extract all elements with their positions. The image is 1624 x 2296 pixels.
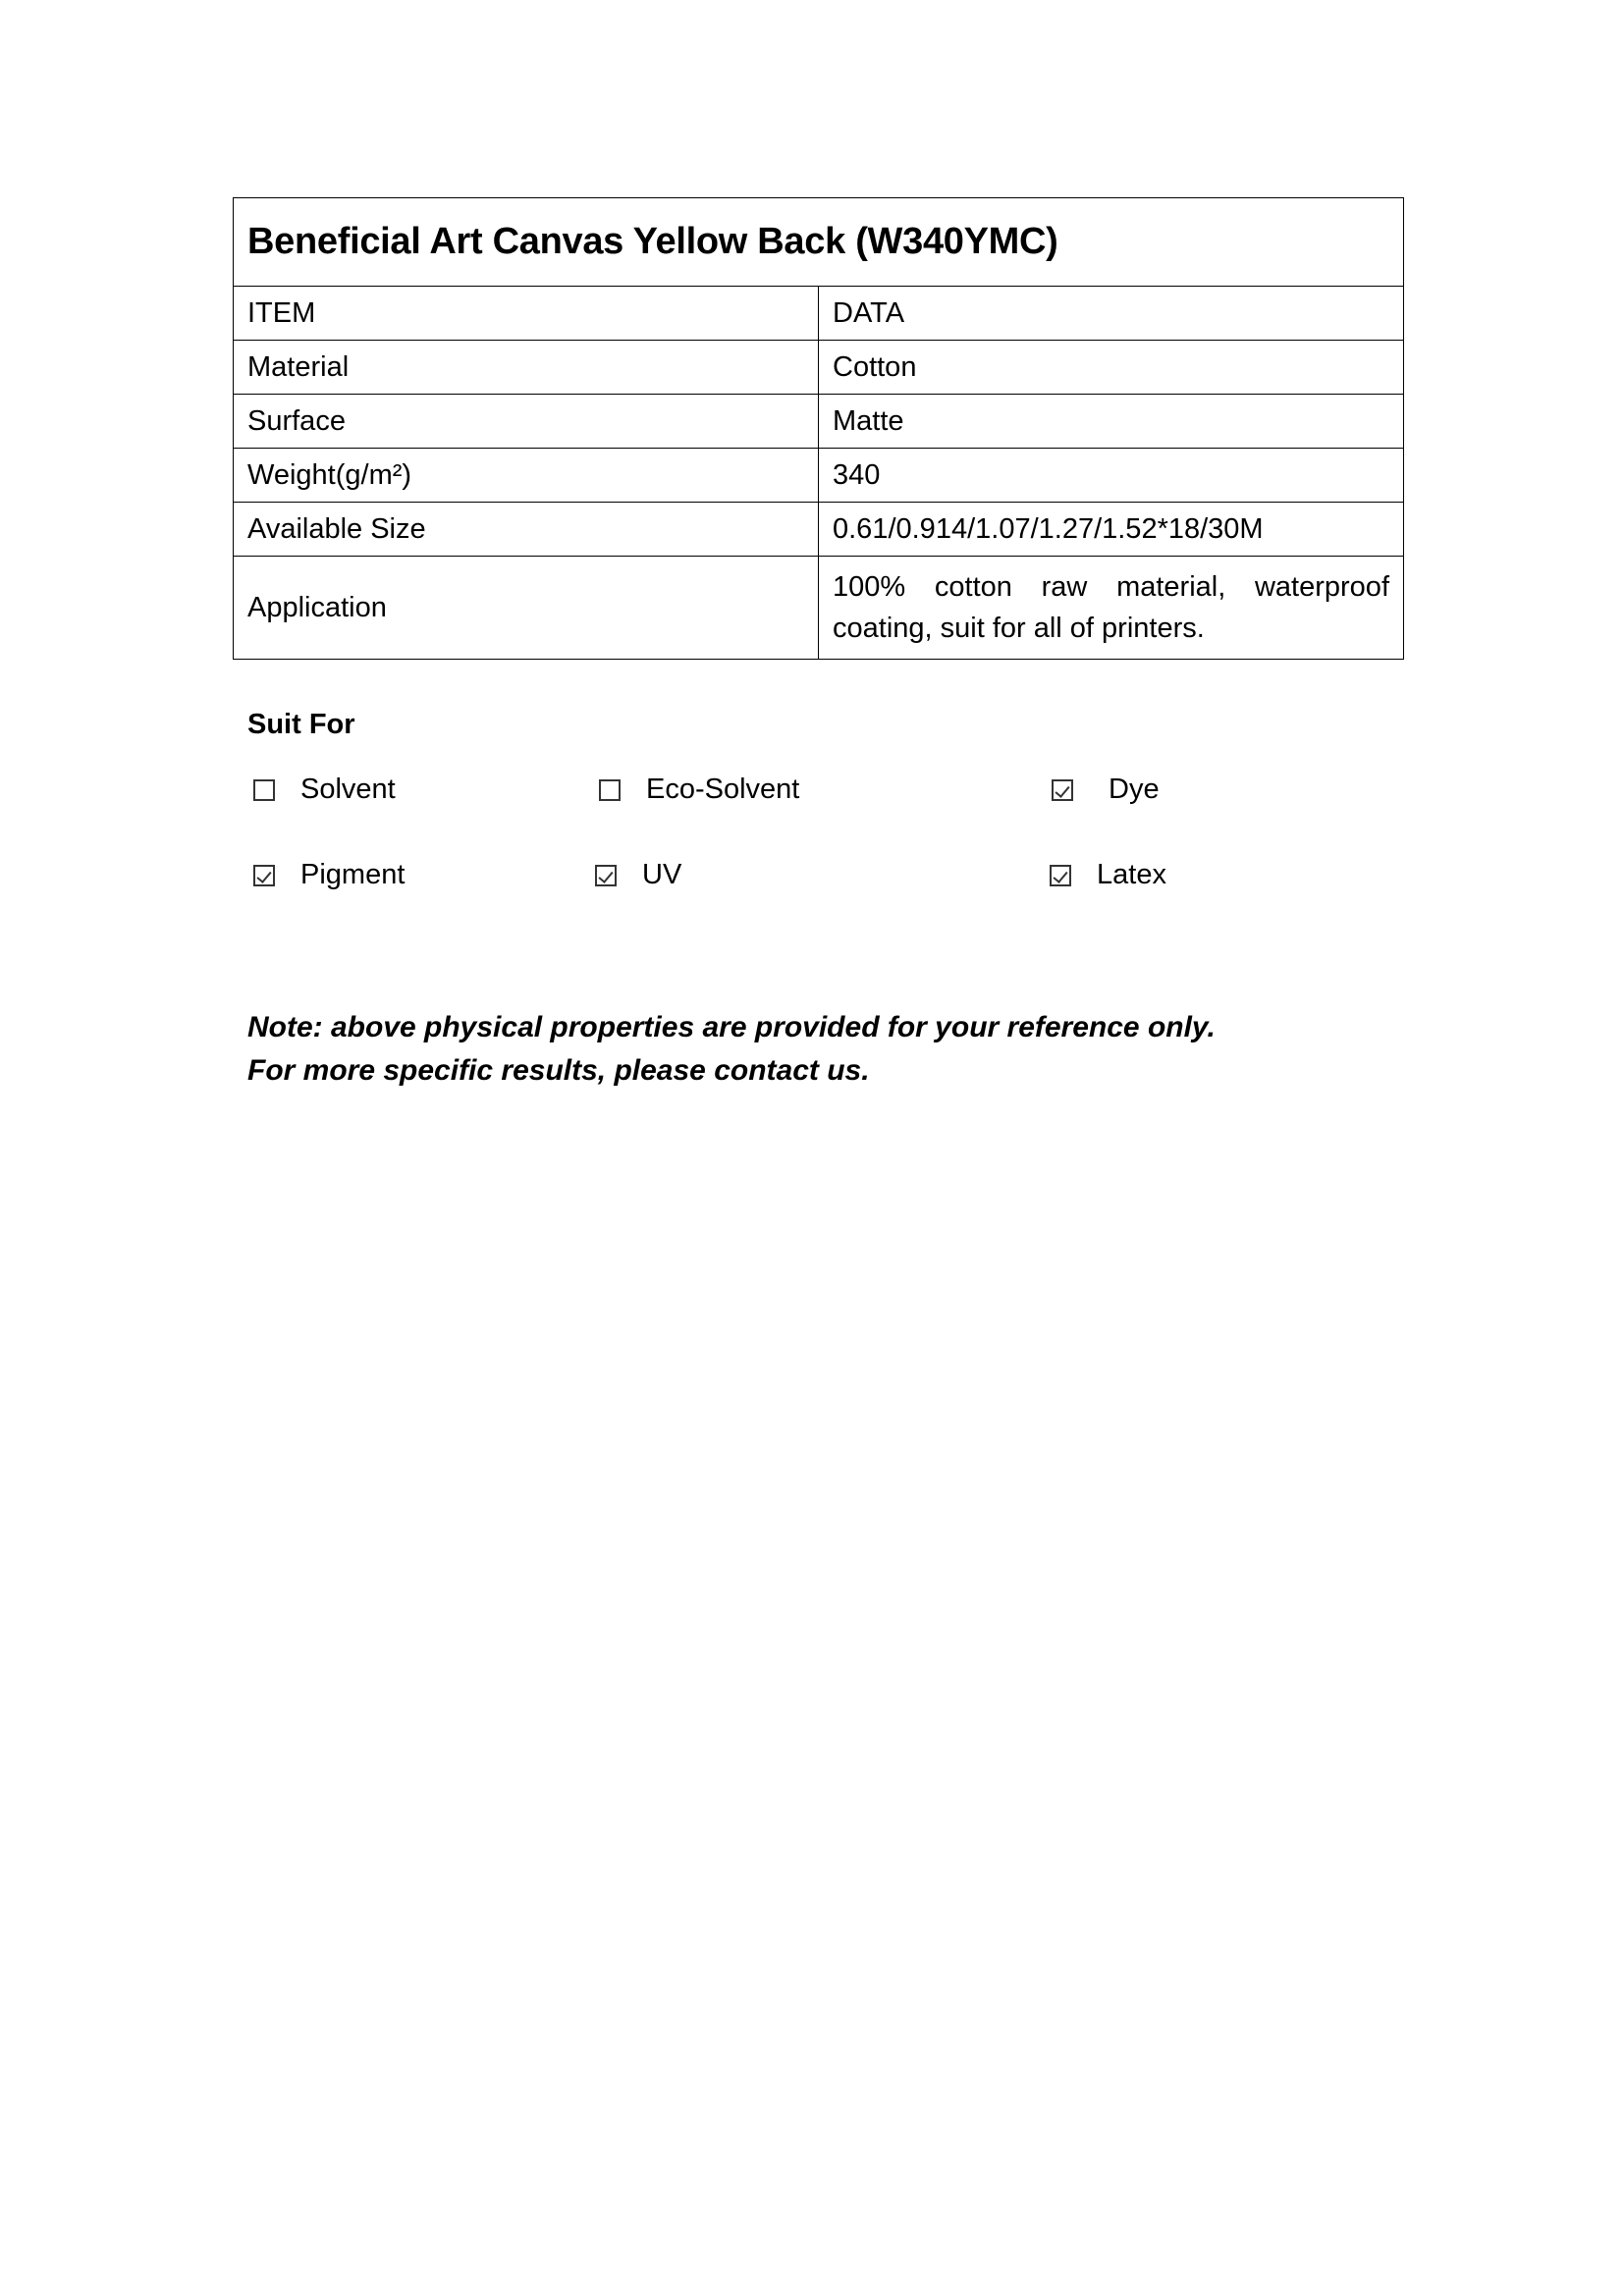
- row-label: Application: [234, 557, 819, 660]
- row-value: Cotton: [819, 341, 1404, 395]
- row-label: Material: [234, 341, 819, 395]
- table-header-row: [234, 287, 1404, 341]
- option-label: UV: [642, 859, 682, 890]
- option-label: Eco-Solvent: [646, 774, 800, 805]
- option-label: Latex: [1097, 859, 1166, 890]
- spec-table: [233, 197, 1404, 660]
- option-solvent: [253, 774, 396, 806]
- row-label: Weight(g/m²): [234, 449, 819, 503]
- option-label: Dye: [1109, 774, 1160, 805]
- row-value: 0.61/0.914/1.07/1.27/1.52*18/30M: [819, 503, 1404, 557]
- checked-box-icon: [1050, 865, 1071, 886]
- row-label: Available Size: [234, 503, 819, 557]
- header-item: ITEM: [234, 287, 819, 341]
- table-row-surface: [234, 395, 1404, 449]
- row-value: 340: [819, 449, 1404, 503]
- option-eco-solvent: [599, 774, 799, 806]
- option-dye: [1052, 774, 1160, 806]
- table-row-weight: [234, 449, 1404, 503]
- row-value: Matte: [819, 395, 1404, 449]
- note-block: [247, 1006, 1216, 1093]
- checked-box-icon: [253, 865, 275, 886]
- option-pigment: [253, 859, 405, 891]
- option-label: Solvent: [300, 774, 396, 805]
- option-uv: [595, 859, 681, 891]
- table-row-material: [234, 341, 1404, 395]
- note-line-1: Note: above physical properties are provided for your reference only.: [247, 1011, 1216, 1043]
- header-data: DATA: [819, 287, 1404, 341]
- checkbox-icon: [599, 779, 621, 801]
- checked-box-icon: [1052, 779, 1073, 801]
- checked-box-icon: [595, 865, 617, 886]
- note-line-2: For more specific results, please contact us.: [247, 1054, 870, 1087]
- option-latex: [1050, 859, 1166, 891]
- table-row-application: [234, 557, 1404, 660]
- table-row-available-size: [234, 503, 1404, 557]
- row-label: Surface: [234, 395, 819, 449]
- document-title: Beneficial Art Canvas Yellow Back (W340YMC): [234, 198, 1404, 287]
- checkbox-icon: [253, 779, 275, 801]
- suit-for-heading: Suit For: [247, 709, 355, 740]
- row-value: 100% cotton raw material, waterproof coating, suit for all of printers.: [819, 557, 1404, 660]
- option-label: Pigment: [300, 859, 406, 890]
